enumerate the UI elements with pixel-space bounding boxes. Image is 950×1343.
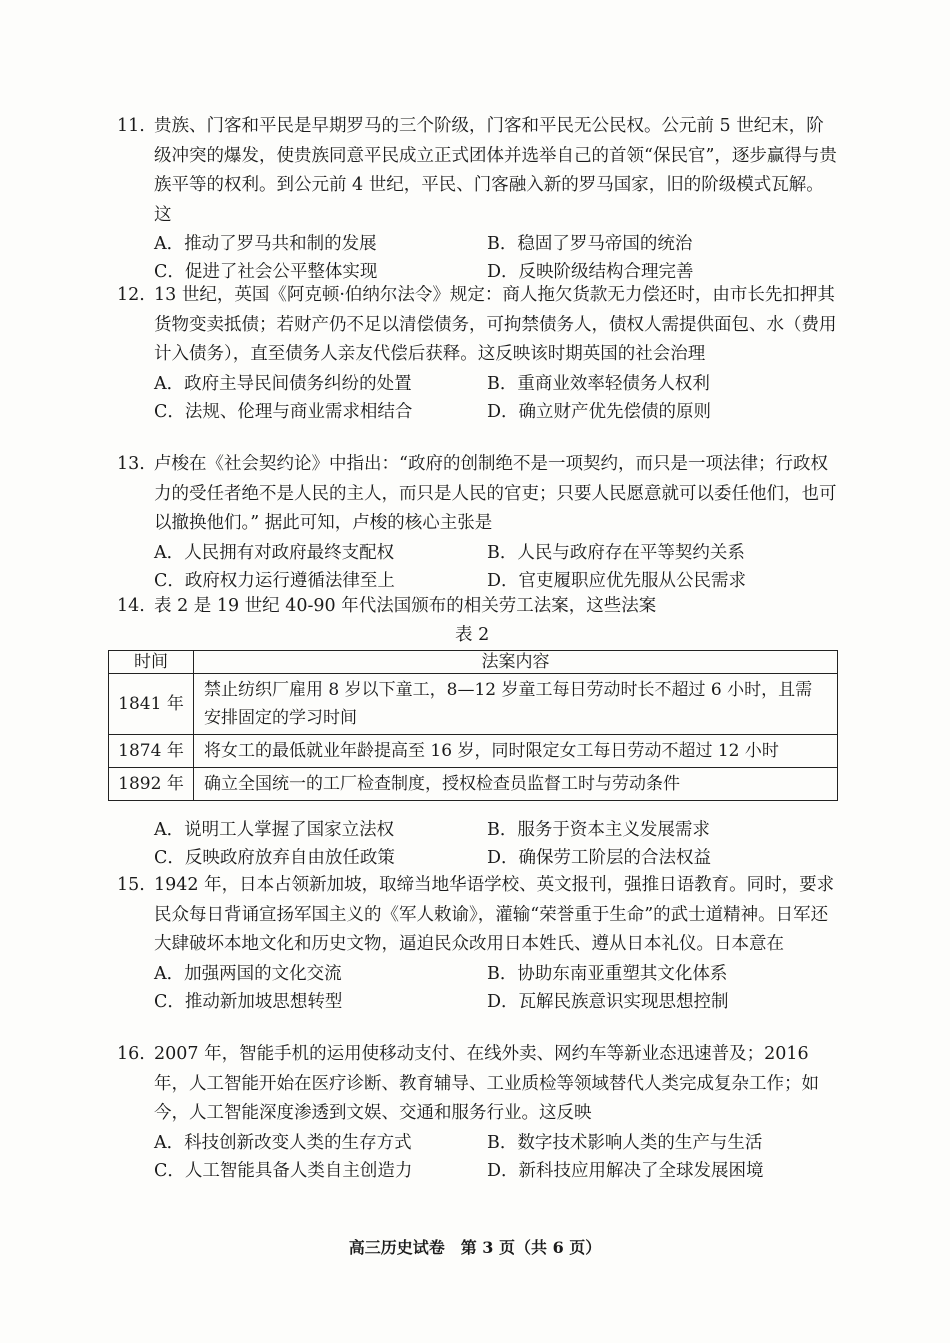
- option-b[interactable]: B．服务于资本主义发展需求: [487, 820, 710, 840]
- question-stem: 12. 13 世纪，英国《阿克顿·伯纳尔法令》规定：商人拖欠货款无力偿还时，由市长先扣押其货物变卖抵债；若财产仍不足以清偿债务，可拘禁债务人，债权人需提供面包、水（费用计入债务），直至债务人亲友代偿后获释。这反映该时期英国的社会治理: [117, 281, 837, 370]
- labor-law-table: [108, 650, 838, 801]
- row-year: 1874 年: [109, 735, 194, 768]
- option-c[interactable]: C．法规、伦理与商业需求相结合: [154, 401, 413, 422]
- option-b[interactable]: B．人民与政府存在平等契约关系: [487, 542, 745, 563]
- table-row: [109, 768, 838, 801]
- question-14-options: [117, 816, 837, 872]
- table-row: [109, 674, 838, 735]
- options: [117, 816, 837, 872]
- question-number: 12.: [117, 285, 145, 305]
- option-a[interactable]: A．推动了罗马共和制的发展: [154, 234, 377, 254]
- option-d[interactable]: D．新科技应用解决了全球发展困境: [487, 1160, 764, 1181]
- options: [117, 1129, 837, 1185]
- question-number: 15.: [117, 875, 145, 895]
- question-16: [117, 1040, 837, 1185]
- question-15: [117, 871, 837, 1016]
- question-stem: 14. 表 2 是 19 世纪 40-90 年代法国颁布的相关劳工法案，这些法案: [117, 592, 837, 622]
- table-caption: 表 2: [455, 625, 490, 645]
- question-stem: 13. 卢梭在《社会契约论》中指出：“政府的创制绝不是一项契约，而只是一项法律；行政权力的受任者绝不是人民的主人，而只是人民的官吏；只要人民愿意就可以委任他们，也可以撤换他们。” 据此可知，卢梭的核心主张是: [117, 450, 837, 539]
- question-stem: 11. 贵族、门客和平民是早期罗马的三个阶级，门客和平民无公民权。公元前 5 世纪末，阶级冲突的爆发，使贵族同意平民成立正式团体并选举自己的首领“保民官”，逐步赢得与贵族平等的权利。到公元前 4 世纪，平民、门客融入新的罗马国家，旧的阶级模式瓦解。这: [117, 112, 837, 230]
- option-a[interactable]: A．加强两国的文化交流: [154, 963, 342, 984]
- options: [117, 230, 837, 286]
- option-b[interactable]: B．协助东南亚重塑其文化体系: [487, 963, 728, 984]
- table-row: [109, 735, 838, 768]
- table-header-row: [109, 651, 838, 674]
- question-number: 14.: [117, 596, 145, 616]
- option-d[interactable]: D．确立财产优先偿债的原则: [487, 401, 712, 422]
- question-11: [117, 112, 837, 286]
- option-c[interactable]: C．人工智能具备人类自主创造力: [154, 1160, 413, 1181]
- options: [117, 960, 837, 1016]
- option-d[interactable]: D．确保劳工阶层的合法权益: [487, 848, 712, 868]
- question-number: 16.: [117, 1044, 145, 1064]
- row-content: 禁止纺织厂雇用 8 岁以下童工，8—12 岁童工每日劳动时长不超过 6 小时，且需安排固定的学习时间: [194, 674, 838, 735]
- row-content: 将女工的最低就业年龄提高至 16 岁，同时限定女工每日劳动不超过 12 小时: [194, 735, 838, 768]
- question-stem: 16. 2007 年，智能手机的运用使移动支付、在线外卖、网约车等新业态迅速普及；2016 年，人工智能开始在医疗诊断、教育辅导、工业质检等领域替代人类完成复杂工作；如今，人工智能深度渗透到文娱、交通和服务行业。这反映: [117, 1040, 837, 1129]
- option-c[interactable]: C．促进了社会公平整体实现: [154, 262, 378, 282]
- option-a[interactable]: A．科技创新改变人类的生存方式: [154, 1132, 412, 1153]
- options: [117, 539, 837, 595]
- options: [117, 370, 837, 426]
- question-stem: 15. 1942 年，日本占领新加坡，取缔当地华语学校、英文报刊，强推日语教育。同时，要求民众每日背诵宣扬军国主义的《军人敕谕》，灌输“荣誉重于生命”的武士道精神。日军还大肆破坏本地文化和历史文物，逼迫民众改用日本姓氏、遵从日本礼仪。日本意在: [117, 871, 837, 960]
- question-12: [117, 281, 837, 426]
- page-footer: 高三历史试卷 第 3 页（共 6 页）: [348, 1238, 602, 1257]
- option-a[interactable]: A．政府主导民间债务纠纷的处置: [154, 373, 412, 394]
- question-13: [117, 450, 837, 595]
- header-content: 法案内容: [194, 651, 838, 674]
- option-c[interactable]: C．政府权力运行遵循法律至上: [154, 570, 395, 591]
- question-number: 13.: [117, 454, 145, 474]
- question-number: 11.: [117, 116, 145, 136]
- option-a[interactable]: A．人民拥有对政府最终支配权: [154, 542, 395, 563]
- row-content: 确立全国统一的工厂检查制度，授权检查员监督工时与劳动条件: [194, 768, 838, 801]
- option-d[interactable]: D．官吏履职应优先服从公民需求: [487, 570, 747, 591]
- row-year: 1841 年: [109, 674, 194, 735]
- option-c[interactable]: C．反映政府放弃自由放任政策: [154, 848, 395, 868]
- option-b[interactable]: B．重商业效率轻债务人权利: [487, 373, 710, 394]
- option-d[interactable]: D．瓦解民族意识实现思想控制: [487, 991, 729, 1012]
- row-year: 1892 年: [109, 768, 194, 801]
- header-time: 时间: [109, 651, 194, 674]
- option-d[interactable]: D．反映阶级结构合理完善: [487, 262, 694, 282]
- option-b[interactable]: B．数字技术影响人类的生产与生活: [487, 1132, 763, 1153]
- question-14: [117, 592, 837, 622]
- option-b[interactable]: B．稳固了罗马帝国的统治: [487, 234, 693, 254]
- option-c[interactable]: C．推动新加坡思想转型: [154, 991, 343, 1012]
- option-a[interactable]: A．说明工人掌握了国家立法权: [154, 820, 395, 840]
